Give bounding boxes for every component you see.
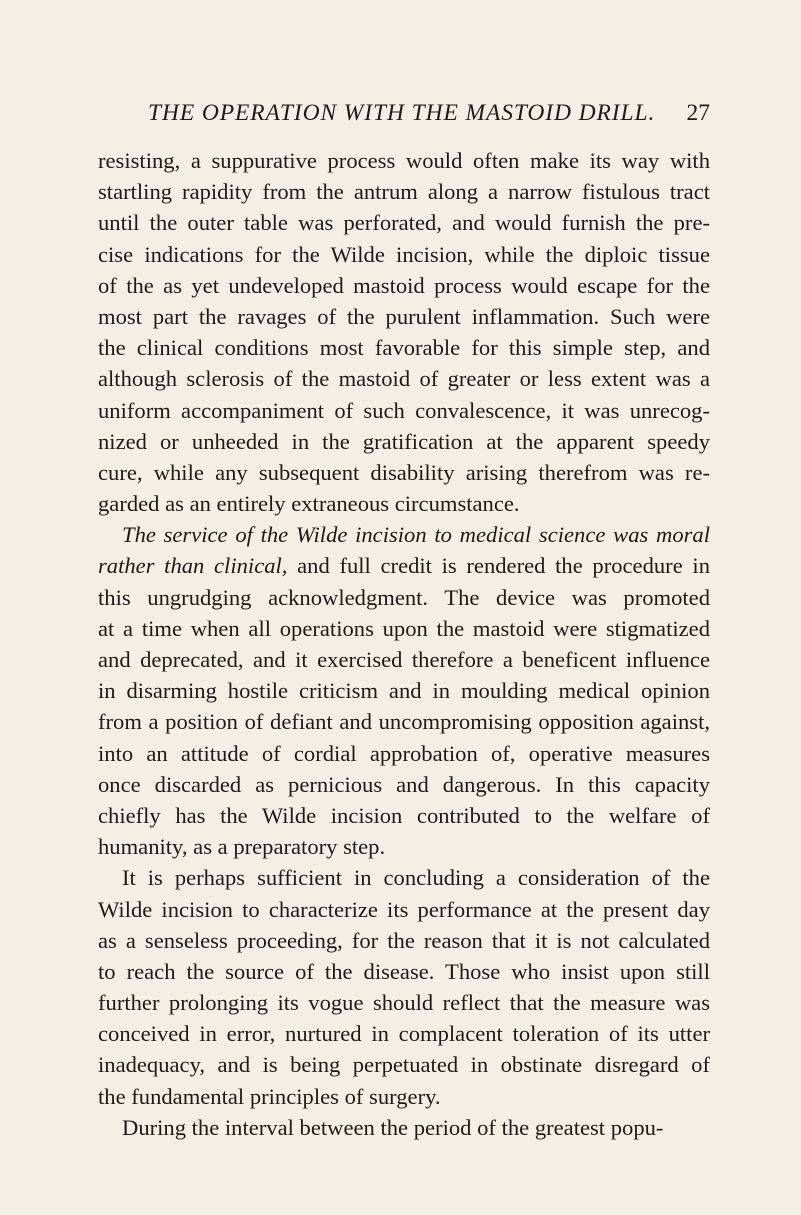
text-line: It is perhaps sufficient in concluding a consideration of the bbox=[122, 865, 710, 891]
paragraph-1 bbox=[98, 145, 710, 519]
text-line: in disarming hostile criticism and in moulding medical opinion bbox=[98, 678, 710, 704]
text-line: resisting, a suppurative process would often make its way with bbox=[98, 148, 710, 173]
paragraph-3 bbox=[98, 862, 710, 1112]
text-line: the clinical conditions most favorable for this simple step, and bbox=[98, 335, 710, 361]
text-line: further prolonging its vogue should reflect that the measure was bbox=[98, 990, 710, 1016]
text-line: although sclerosis of the mastoid of greater or less extent was a bbox=[98, 366, 710, 392]
page-number: 27 bbox=[686, 100, 710, 126]
text-line: until the outer table was perforated, and would furnish the pre- bbox=[98, 210, 710, 236]
italic-phrase: rather than clinical, bbox=[98, 553, 288, 579]
running-head bbox=[148, 100, 710, 130]
text-line: and deprecated, and it exercised therefore a beneficent influence bbox=[98, 647, 710, 672]
running-title: THE OPERATION WITH THE MASTOID DRILL. bbox=[148, 100, 656, 126]
text-line: humanity, as a preparatory step. bbox=[98, 834, 386, 860]
text-line: into an attitude of cordial approbation of, operative measures bbox=[98, 740, 710, 766]
text-line-italic: The service of the Wilde incision to medical science was moral bbox=[122, 522, 710, 548]
text-line: cise indications for the Wilde incision, while the diploic tissue bbox=[98, 241, 710, 267]
text-line: this ungrudging acknowledgment. The device was promoted bbox=[98, 584, 710, 610]
text-line: cure, while any subsequent disability arising therefrom was re- bbox=[98, 459, 710, 485]
text-line: uniform accompaniment of such convalescence, it was unrecog- bbox=[98, 397, 710, 423]
text-line: the fundamental principles of surgery. bbox=[98, 1083, 441, 1109]
text-line: most part the ravages of the purulent inflammation. Such were bbox=[98, 303, 710, 329]
text-line: once discarded as pernicious and dangerous. In this capacity bbox=[98, 771, 710, 797]
text-line: at a time when all operations upon the mastoid were stigmatized bbox=[98, 615, 710, 641]
text-line-mixed bbox=[98, 550, 710, 581]
text-line: startling rapidity from the antrum along a narrow fistulous tract bbox=[98, 179, 710, 205]
text-line: chiefly has the Wilde incision contributed to the welfare of bbox=[98, 802, 710, 828]
text-line: During the interval between the period of the greatest popu- bbox=[122, 1114, 664, 1140]
text-line: to reach the source of the disease. Those who insist upon still bbox=[98, 958, 710, 984]
text-line: inadequacy, and is being perpetuated in obstinate disregard of bbox=[98, 1052, 710, 1078]
text-line: as a senseless proceeding, for the reason that it is not calculated bbox=[98, 927, 710, 953]
paragraph-4 bbox=[98, 1112, 710, 1143]
text-line: garded as an entirely extraneous circumstance. bbox=[98, 491, 520, 517]
text-line: of the as yet undeveloped mastoid process would escape for the bbox=[98, 272, 710, 298]
text-line: nized or unheeded in the gratification at the apparent speedy bbox=[98, 428, 710, 454]
text-line: from a position of defiant and uncompromising opposition against, bbox=[98, 709, 710, 735]
roman-phrase: and full credit is rendered the procedure in bbox=[287, 553, 710, 579]
text-line: conceived in error, nurtured in complacent toleration of its utter bbox=[98, 1021, 710, 1047]
text-line: Wilde incision to characterize its performance at the present day bbox=[98, 896, 710, 922]
body-text bbox=[98, 145, 710, 1143]
paragraph-2 bbox=[98, 519, 710, 862]
